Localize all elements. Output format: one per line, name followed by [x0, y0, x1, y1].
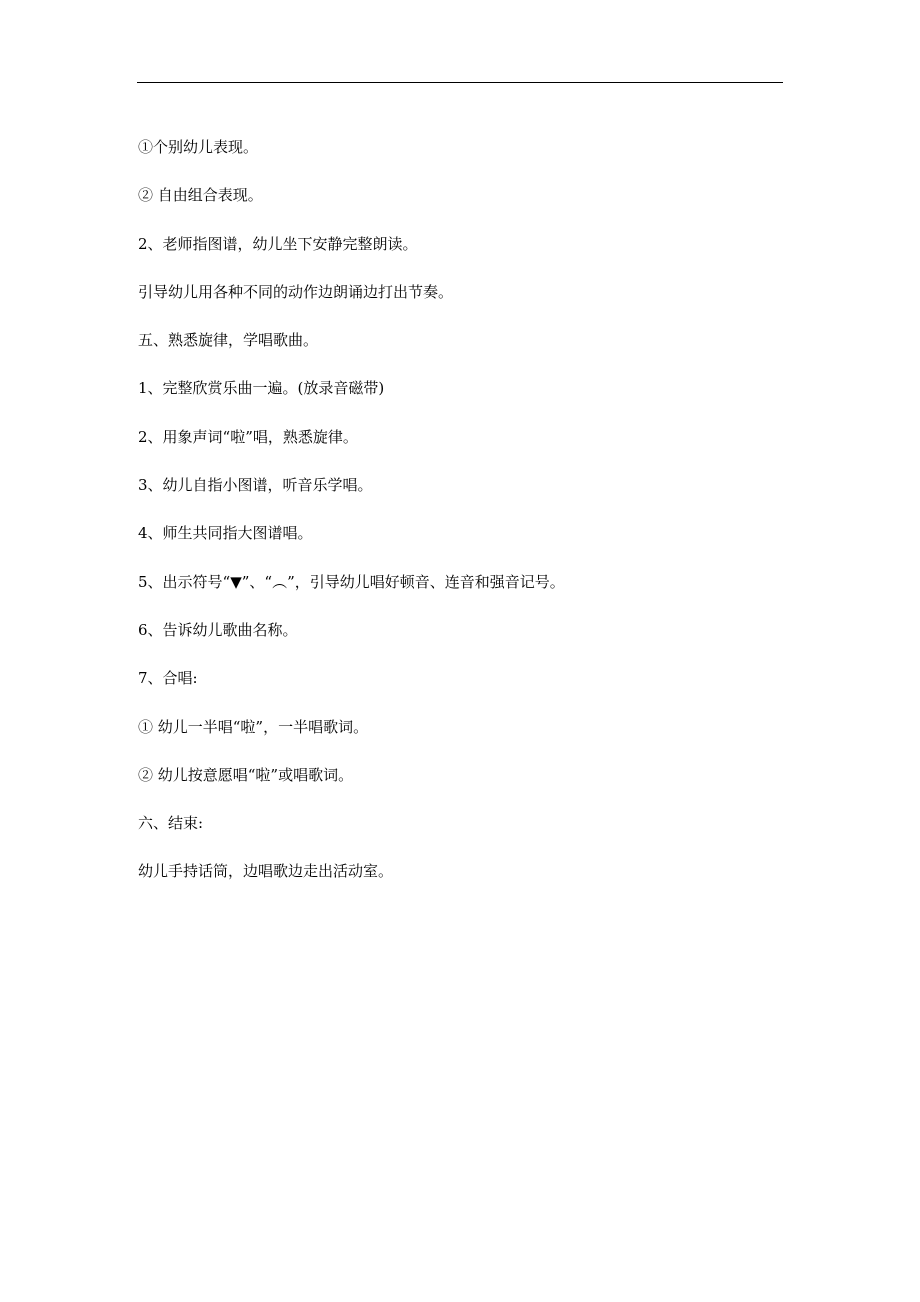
section-heading: 五、熟悉旋律，学唱歌曲。: [138, 331, 319, 350]
text-line: 7、合唱:: [138, 669, 198, 688]
document-body: [138, 132, 798, 905]
text-line: 2、用象声词“啦”唱，熟悉旋律。: [138, 427, 358, 446]
text-line: 6、告诉幼儿歌曲名称。: [138, 620, 298, 639]
text-line: ② 自由组合表现。: [138, 186, 263, 205]
text-line: 5、出示符号“▼”、“︵”，引导幼儿唱好顿音、连音和强音记号。: [138, 572, 565, 591]
text-line: ② 幼儿按意愿唱“啦”或唱歌词。: [138, 765, 354, 784]
text-line: ①个别幼儿表现。: [138, 138, 259, 156]
text-line: ① 幼儿一半唱“啦”，一半唱歌词。: [138, 717, 369, 736]
text-line: 2、老师指图谱，幼儿坐下安静完整朗读。: [138, 234, 418, 253]
text-line: 3、幼儿自指小图谱，听音乐学唱。: [138, 476, 373, 495]
text-line: 幼儿手持话筒，边唱歌边走出活动室。: [138, 862, 394, 881]
section-heading: 六、结束:: [138, 814, 204, 833]
header-rule: [137, 82, 783, 83]
text-line: 1、完整欣赏乐曲一遍。(放录音磁带): [138, 379, 385, 398]
text-line: 引导幼儿用各种不同的动作边朗诵边打出节奏。: [138, 282, 454, 301]
text-line: 4、师生共同指大图谱唱。: [138, 524, 313, 543]
